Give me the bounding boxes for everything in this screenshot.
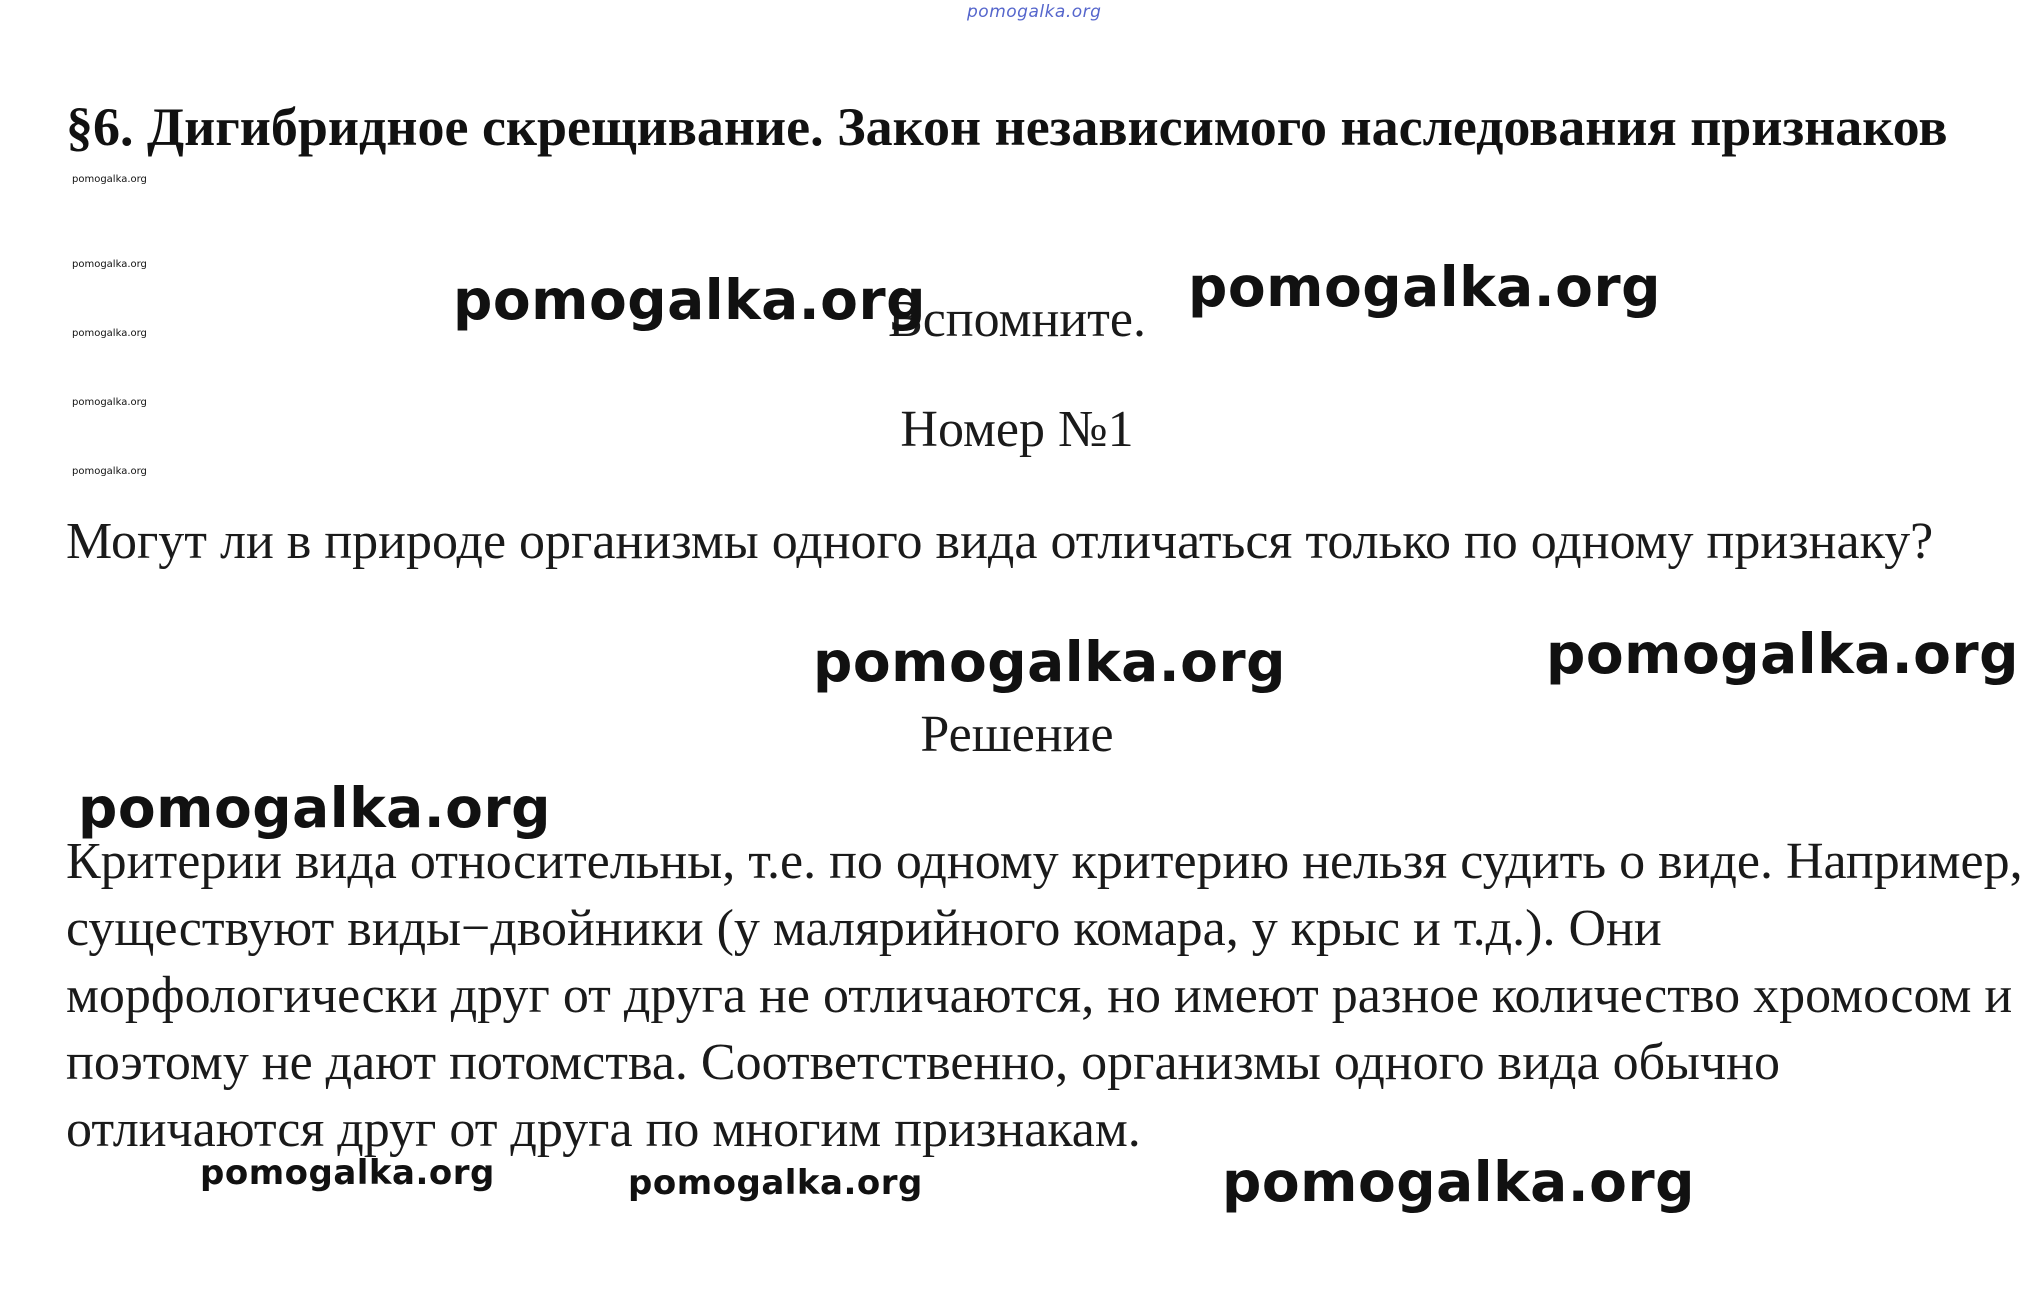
watermark: pomogalka.org <box>813 630 1286 694</box>
watermark: pomogalka.org <box>1222 1150 1695 1214</box>
recall-label: Вспомните. <box>888 291 1146 348</box>
section-title: §6. Дигибридное скрещивание. Закон независимого наследования признаков <box>66 97 1948 157</box>
watermark: pomogalka.org <box>453 268 926 332</box>
site-mark-top: pomogalka.org <box>967 2 1102 22</box>
watermark-tiny: pomogalka.org <box>72 397 147 408</box>
watermark-tiny: pomogalka.org <box>72 174 147 185</box>
watermark-tiny: pomogalka.org <box>72 466 147 477</box>
solution-label: Решение <box>920 706 1114 763</box>
watermark-tiny: pomogalka.org <box>72 328 147 339</box>
watermark: pomogalka.org <box>78 776 551 840</box>
watermark: pomogalka.org <box>1188 255 1661 319</box>
watermark: pomogalka.org <box>200 1153 495 1193</box>
task-question: Могут ли в природе организмы одного вида отличаться только по одному признаку? <box>66 513 1934 570</box>
watermark-tiny: pomogalka.org <box>72 259 147 270</box>
watermark: pomogalka.org <box>1546 622 2019 686</box>
task-number: Номер №1 <box>900 401 1134 458</box>
watermark: pomogalka.org <box>628 1163 923 1203</box>
solution-text: Критерии вида относительны, т.е. по одному критерию нельзя судить о виде. Например, существуют виды−двойники (у малярийного комара, у крыс и т.д.). Они морфологически друг от друга не отличаются, но имеют разное количество хромосом и поэтому не дают потомства. Соответственно, организмы одного вида обычно отличаются друг от друга по многим признакам. <box>66 833 2023 1158</box>
